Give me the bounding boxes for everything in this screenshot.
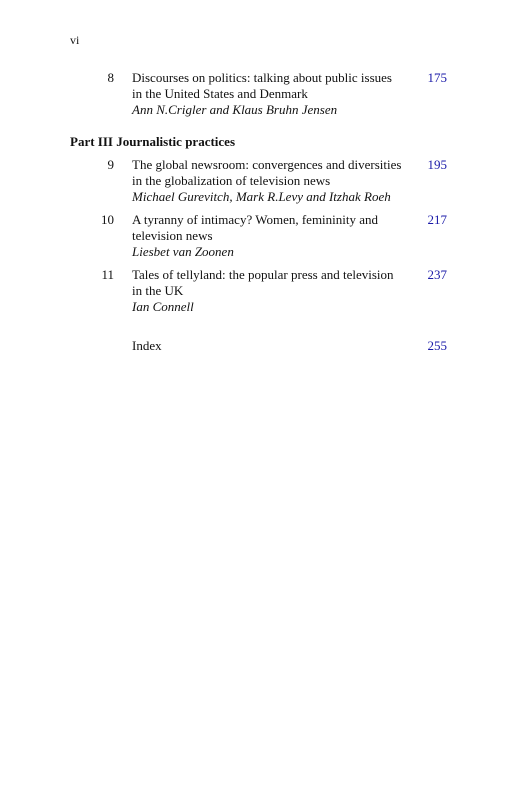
chapter-number: 8 [107, 70, 114, 85]
index-page-link[interactable]: 255 [427, 338, 447, 353]
chapter-title: Tales of tellyland: the popular press and television in the UK [132, 267, 394, 298]
chapter-page-link[interactable]: 237 [427, 267, 447, 282]
chapter-page-link[interactable]: 175 [427, 70, 447, 85]
chapter-title: A tyranny of intimacy? Women, femininity and television news [132, 212, 379, 243]
chapter-title: Discourses on politics: talking about public issues in the United States and Denmark [132, 70, 392, 101]
chapter-number: 11 [101, 267, 114, 282]
chapter-number: 9 [107, 157, 114, 172]
chapter-title: The global newsroom: convergences and diversities in the globalization of television news [132, 157, 402, 188]
chapter-author: Ann N.Crigler and Klaus Bruhn Jensen [132, 102, 338, 117]
part-heading: Part III Journalistic practices [70, 134, 236, 149]
chapter-body [132, 157, 404, 205]
chapter-author: Ian Connell [132, 299, 194, 314]
chapter-body [132, 212, 404, 260]
chapter-author: Liesbet van Zoonen [132, 244, 234, 259]
chapter-body [132, 267, 404, 315]
index-body [132, 338, 404, 354]
page-number: vi [70, 33, 80, 47]
index-label: Index [132, 338, 162, 353]
chapter-author: Michael Gurevitch, Mark R.Levy and Itzhak Roeh [132, 189, 391, 204]
chapter-body [132, 70, 404, 118]
chapter-page-link[interactable]: 195 [427, 157, 447, 172]
chapter-number: 10 [101, 212, 114, 227]
chapter-page-link[interactable]: 217 [427, 212, 447, 227]
